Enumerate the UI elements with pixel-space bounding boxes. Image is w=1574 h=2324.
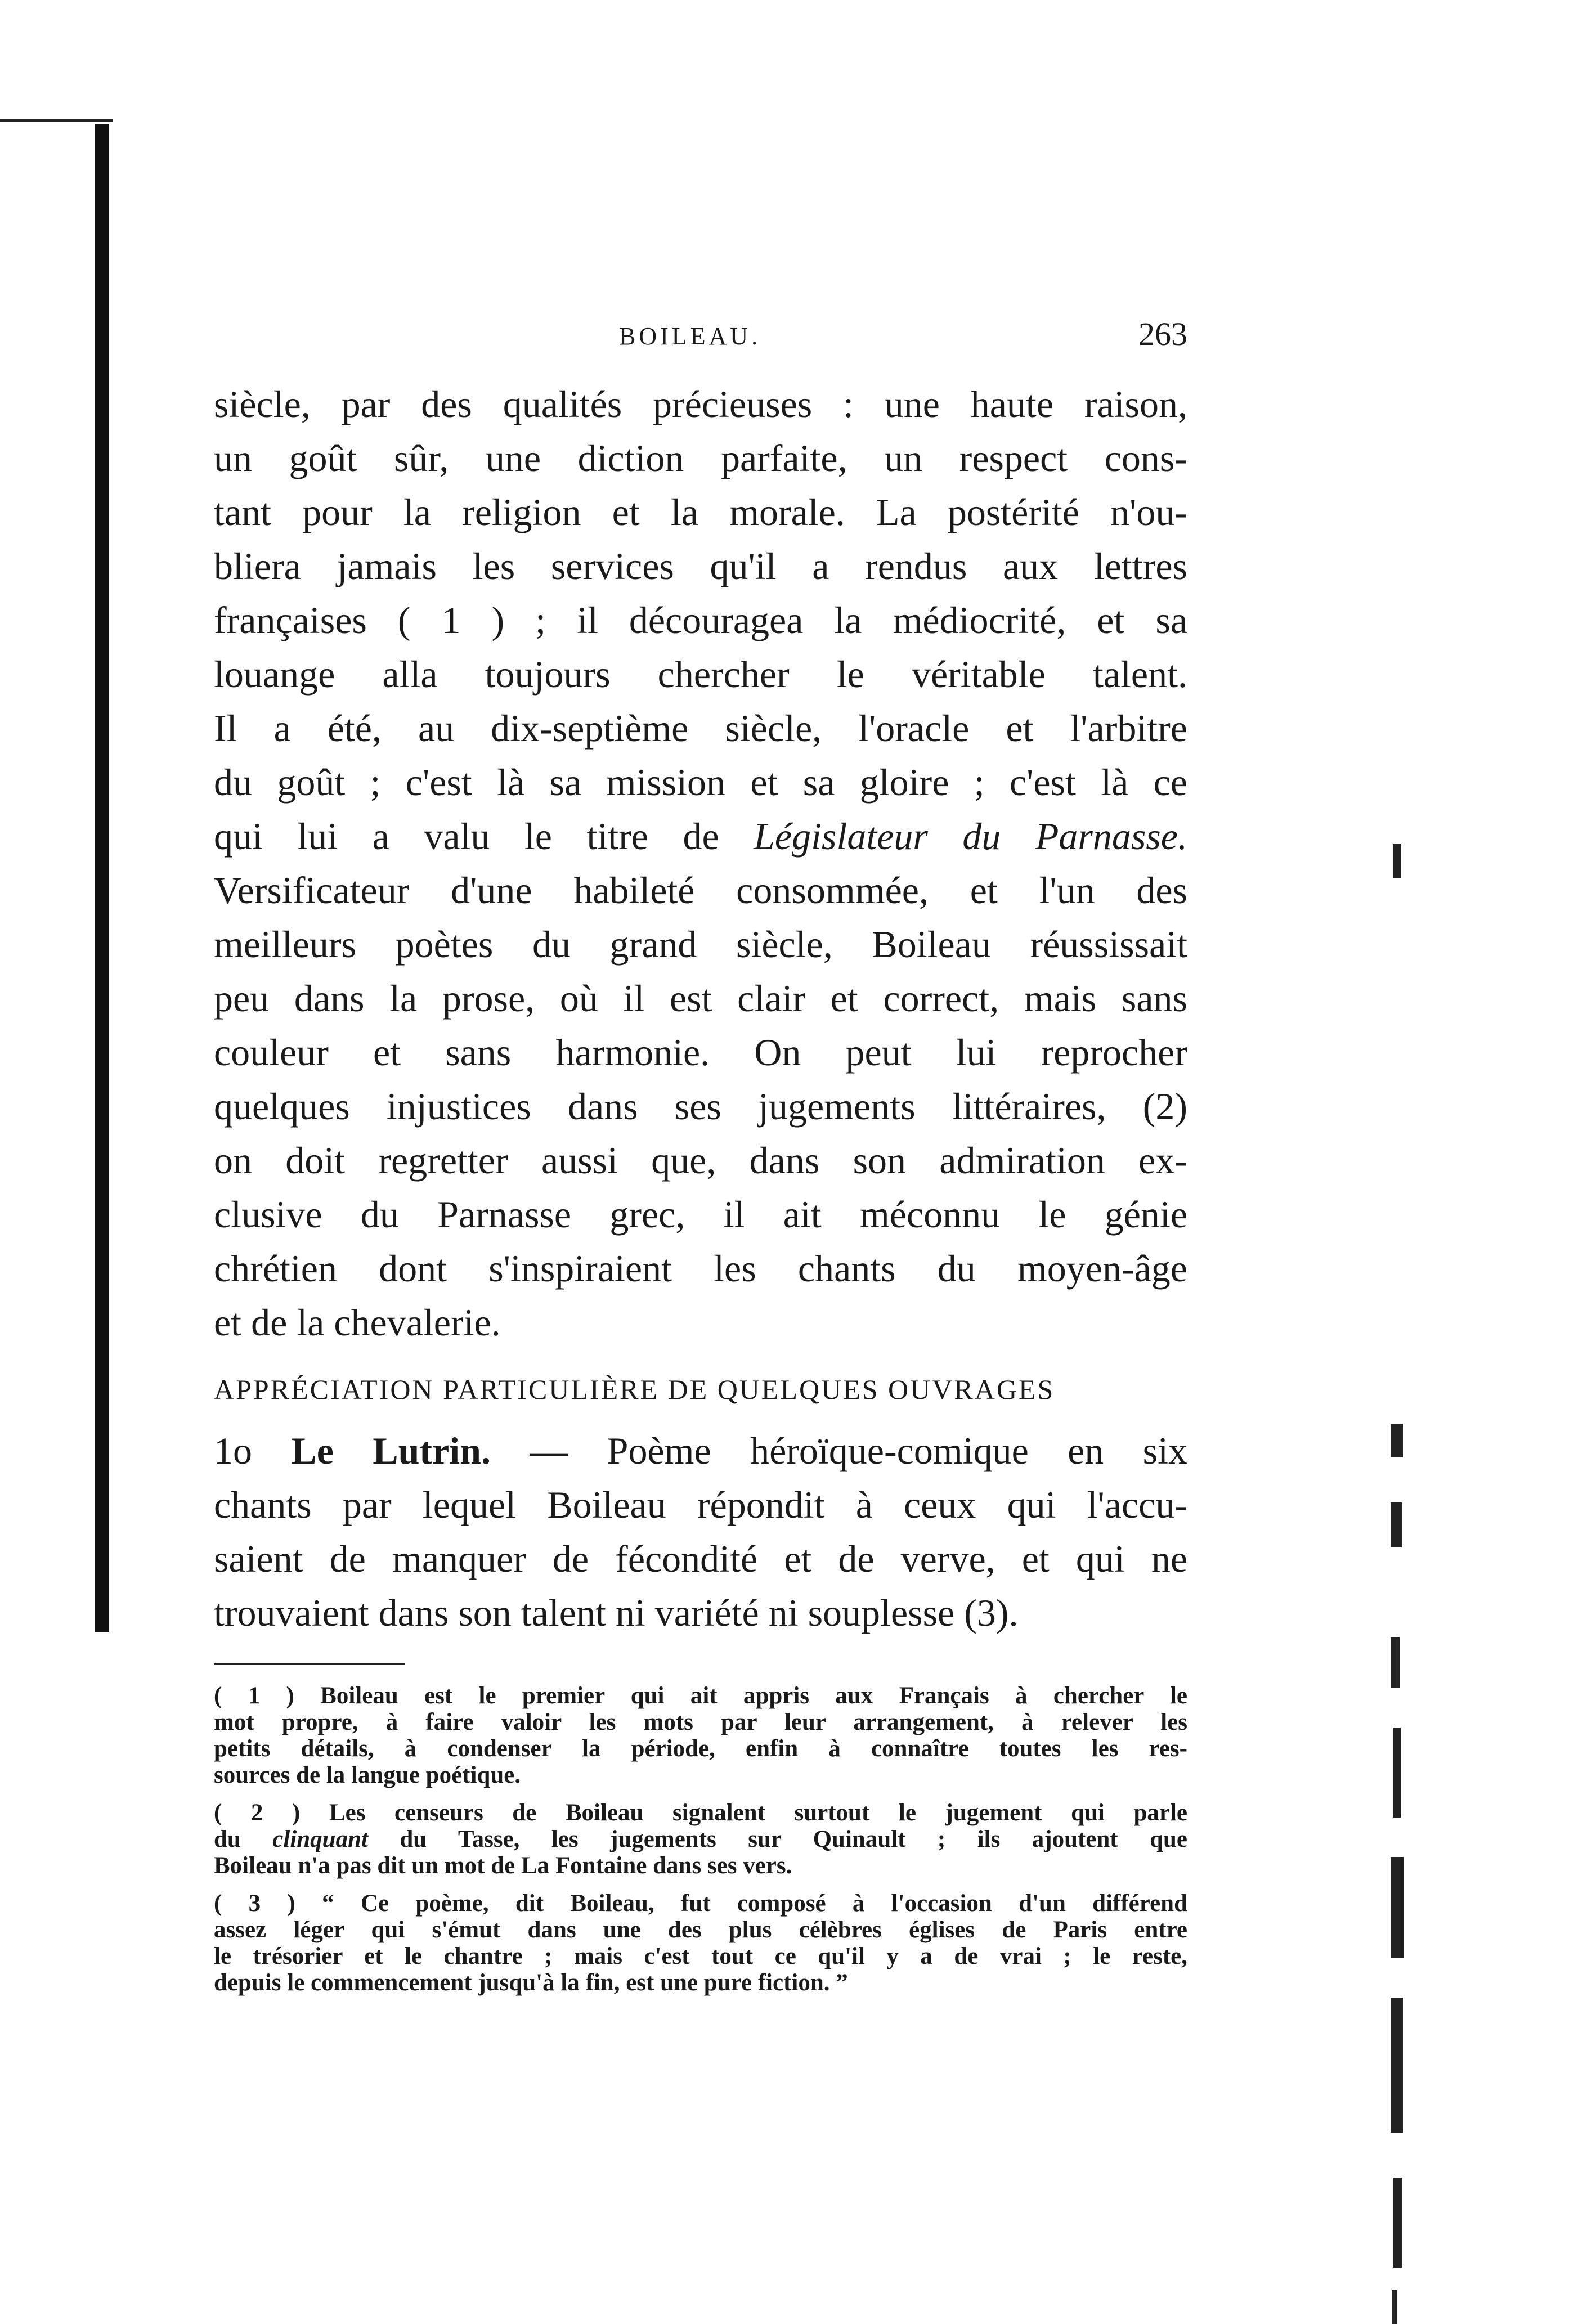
body-line: on doit regretter aussi que, dans son admiration ex-: [214, 1139, 1187, 1182]
footnote-text: du Tasse, les jugements sur Quinault ; ils ajoutent que: [367, 1826, 1187, 1852]
body-line: françaises ( 1 ) ; il découragea la médiocrité, et sa: [214, 599, 1187, 641]
footnote-line: le trésorier et le chantre ; mais c'est tout ce qu'il y a de vrai ; le reste,: [214, 1943, 1187, 1969]
body-line: meilleurs poètes du grand siècle, Boileau réussissait: [214, 923, 1187, 966]
work-entry: [214, 1424, 1187, 1640]
body-line: chrétien dont s'inspiraient les chants du moyen-âge: [214, 1247, 1187, 1290]
footnotes: [214, 1683, 1187, 1996]
footnote-line: ( 2 ) Les censeurs de Boileau signalent surtout le jugement qui parle: [214, 1800, 1187, 1826]
work-line: [214, 1424, 1187, 1478]
body-line: peu dans la prose, où il est clair et correct, mais sans: [214, 977, 1187, 1020]
body-line: du goût ; c'est là sa mission et sa gloire ; c'est là ce: [214, 761, 1187, 804]
footnote-line: assez léger qui s'émut dans une des plus célèbres églises de Paris entre: [214, 1917, 1187, 1943]
body-text: [214, 377, 1187, 1349]
body-line: et de la chevalerie.: [214, 1301, 501, 1344]
work-description: — Poème héroïque-comique en six: [490, 1429, 1188, 1472]
footnote-divider: [214, 1663, 405, 1665]
work-line: saient de manquer de fécondité et de verve, et qui ne: [214, 1537, 1187, 1580]
body-line: couleur et sans harmonie. On peut lui reprocher: [214, 1031, 1187, 1074]
running-head: BOILEAU.: [619, 322, 761, 350]
work-title: Le Lutrin.: [291, 1429, 491, 1472]
binding-edge: [0, 119, 113, 122]
footnote-line: depuis le commencement jusqu'à la fin, est une pure fiction. ”: [214, 1969, 848, 1996]
body-line-text: qui lui a valu le titre de: [214, 815, 754, 858]
body-line: louange alla toujours chercher le véritable talent.: [214, 653, 1187, 696]
body-line: quelques injustices dans ses jugements littéraires, (2): [214, 1085, 1187, 1128]
footnote-line: petits détails, à condenser la période, enfin à connaître toutes les res-: [214, 1735, 1187, 1762]
footnote-line: mot propre, à faire valoir les mots par leur arrangement, à relever les: [214, 1709, 1187, 1735]
section-heading: APPRÉCIATION PARTICULIÈRE DE QUELQUES OUVRAGES: [214, 1374, 1055, 1405]
body-line: tant pour la religion et la morale. La postérité n'ou-: [214, 491, 1187, 533]
italic-title: Législateur du Parnasse.: [754, 815, 1187, 858]
binding-shadow: [95, 124, 109, 1632]
footnote-line: [214, 1826, 1187, 1852]
footnote-line: ( 1 ) Boileau est le premier qui ait appris aux Français à chercher le: [214, 1683, 1187, 1709]
body-line: bliera jamais les services qu'il a rendus aux lettres: [214, 545, 1187, 587]
footnote-line: Boileau n'a pas dit un mot de La Fontaine dans ses vers.: [214, 1852, 792, 1879]
body-line: un goût sûr, une diction parfaite, un respect cons-: [214, 437, 1187, 479]
body-line: Il a été, au dix-septième siècle, l'oracle et l'arbitre: [214, 707, 1187, 750]
footnote-line: sources de la langue poétique.: [214, 1762, 521, 1788]
page-number: 263: [1138, 316, 1187, 352]
scan-edge-noise: [1353, 141, 1432, 2166]
body-line: clusive du Parnasse grec, il ait méconnu le génie: [214, 1193, 1187, 1236]
footnote-text: du: [214, 1826, 273, 1852]
work-number: 1o: [214, 1429, 252, 1472]
footnote-italic: clinquant: [272, 1826, 368, 1852]
page-header: [214, 315, 1187, 360]
body-line: [214, 809, 1187, 863]
body-line: siècle, par des qualités précieuses : une haute raison,: [214, 383, 1187, 425]
footnote-line: ( 3 ) “ Ce poème, dit Boileau, fut composé à l'occasion d'un différend: [214, 1890, 1187, 1917]
body-line: Versificateur d'une habileté consommée, et l'un des: [214, 869, 1187, 912]
work-line: trouvaient dans son talent ni variété ni souplesse (3).: [214, 1591, 1019, 1634]
work-line: chants par lequel Boileau répondit à ceux qui l'accu-: [214, 1483, 1187, 1526]
